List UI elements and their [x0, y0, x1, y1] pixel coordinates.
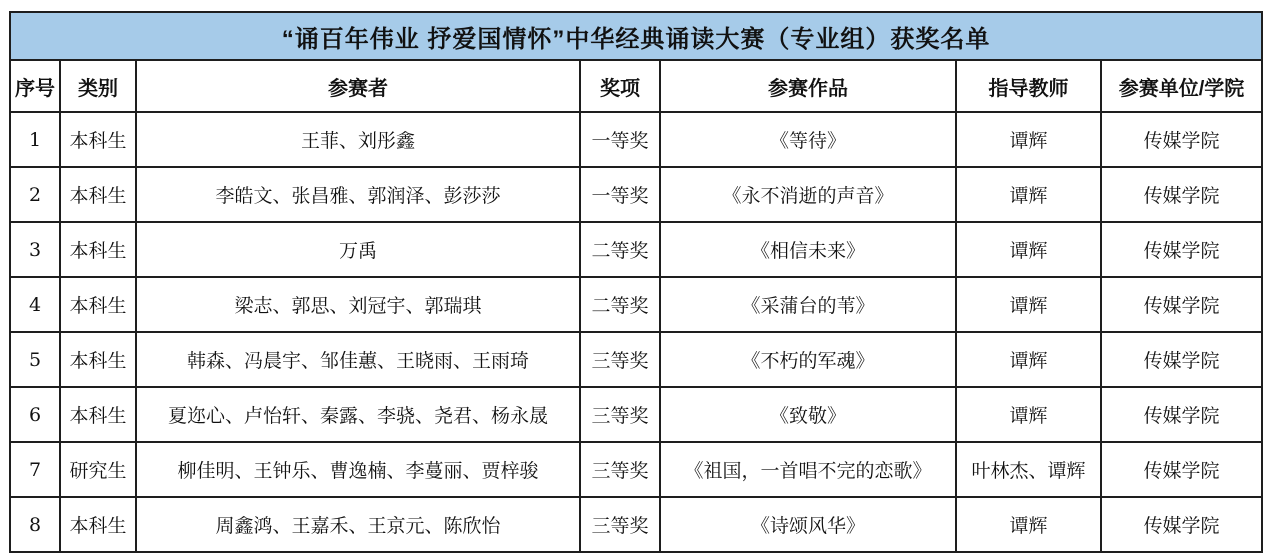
cell-category: 研究生 — [60, 442, 136, 497]
cell-teacher: 叶林杰、谭辉 — [956, 442, 1101, 497]
cell-no: 7 — [10, 442, 60, 497]
cell-no: 4 — [10, 277, 60, 332]
cell-teacher: 谭辉 — [956, 222, 1101, 277]
cell-unit: 传媒学院 — [1101, 277, 1262, 332]
table-row — [10, 387, 1262, 442]
col-header-work: 参赛作品 — [660, 60, 956, 112]
cell-participants: 李皓文、张昌雅、郭润泽、彭莎莎 — [136, 167, 580, 222]
cell-participants: 梁志、郭思、刘冠宇、郭瑞琪 — [136, 277, 580, 332]
cell-teacher: 谭辉 — [956, 387, 1101, 442]
table-title: “诵百年伟业 抒爱国情怀”中华经典诵读大赛（专业组）获奖名单 — [10, 12, 1262, 60]
award-table — [9, 11, 1263, 553]
table-row — [10, 112, 1262, 167]
col-header-participants: 参赛者 — [136, 60, 580, 112]
table-row — [10, 277, 1262, 332]
col-header-category: 类别 — [60, 60, 136, 112]
title-row — [10, 12, 1262, 60]
cell-award: 三等奖 — [580, 497, 660, 552]
cell-work: 《相信未来》 — [660, 222, 956, 277]
header-row — [10, 60, 1262, 112]
cell-participants: 韩森、冯晨宇、邹佳蕙、王晓雨、王雨琦 — [136, 332, 580, 387]
cell-no: 3 — [10, 222, 60, 277]
cell-category: 本科生 — [60, 497, 136, 552]
cell-work: 《祖国，一首唱不完的恋歌》 — [660, 442, 956, 497]
cell-work: 《诗颂风华》 — [660, 497, 956, 552]
cell-unit: 传媒学院 — [1101, 112, 1262, 167]
cell-teacher: 谭辉 — [956, 497, 1101, 552]
award-list-sheet — [9, 11, 1261, 553]
col-header-unit: 参赛单位/学院 — [1101, 60, 1262, 112]
cell-teacher: 谭辉 — [956, 112, 1101, 167]
cell-participants: 王菲、刘彤鑫 — [136, 112, 580, 167]
cell-award: 三等奖 — [580, 332, 660, 387]
cell-work: 《不朽的军魂》 — [660, 332, 956, 387]
cell-teacher: 谭辉 — [956, 332, 1101, 387]
cell-unit: 传媒学院 — [1101, 167, 1262, 222]
cell-unit: 传媒学院 — [1101, 497, 1262, 552]
cell-award: 一等奖 — [580, 167, 660, 222]
cell-work: 《永不消逝的声音》 — [660, 167, 956, 222]
cell-participants: 万禹 — [136, 222, 580, 277]
cell-work: 《等待》 — [660, 112, 956, 167]
table-row — [10, 222, 1262, 277]
cell-no: 1 — [10, 112, 60, 167]
cell-award: 三等奖 — [580, 387, 660, 442]
cell-participants: 柳佳明、王钟乐、曹逸楠、李蔓丽、贾梓骏 — [136, 442, 580, 497]
cell-award: 二等奖 — [580, 222, 660, 277]
cell-work: 《采蒲台的苇》 — [660, 277, 956, 332]
cell-no: 8 — [10, 497, 60, 552]
col-header-no: 序号 — [10, 60, 60, 112]
cell-award: 一等奖 — [580, 112, 660, 167]
cell-no: 5 — [10, 332, 60, 387]
cell-category: 本科生 — [60, 277, 136, 332]
cell-category: 本科生 — [60, 222, 136, 277]
table-row — [10, 442, 1262, 497]
cell-teacher: 谭辉 — [956, 167, 1101, 222]
cell-award: 二等奖 — [580, 277, 660, 332]
cell-category: 本科生 — [60, 332, 136, 387]
cell-work: 《致敬》 — [660, 387, 956, 442]
table-row — [10, 497, 1262, 552]
cell-participants: 周鑫鸿、王嘉禾、王京元、陈欣怡 — [136, 497, 580, 552]
cell-teacher: 谭辉 — [956, 277, 1101, 332]
cell-unit: 传媒学院 — [1101, 442, 1262, 497]
cell-category: 本科生 — [60, 167, 136, 222]
col-header-award: 奖项 — [580, 60, 660, 112]
cell-no: 6 — [10, 387, 60, 442]
cell-unit: 传媒学院 — [1101, 222, 1262, 277]
table-row — [10, 332, 1262, 387]
cell-no: 2 — [10, 167, 60, 222]
cell-unit: 传媒学院 — [1101, 332, 1262, 387]
cell-participants: 夏迩心、卢怡轩、秦露、李骁、尧君、杨永晟 — [136, 387, 580, 442]
cell-award: 三等奖 — [580, 442, 660, 497]
cell-unit: 传媒学院 — [1101, 387, 1262, 442]
cell-category: 本科生 — [60, 387, 136, 442]
col-header-teacher: 指导教师 — [956, 60, 1101, 112]
cell-category: 本科生 — [60, 112, 136, 167]
table-row — [10, 167, 1262, 222]
